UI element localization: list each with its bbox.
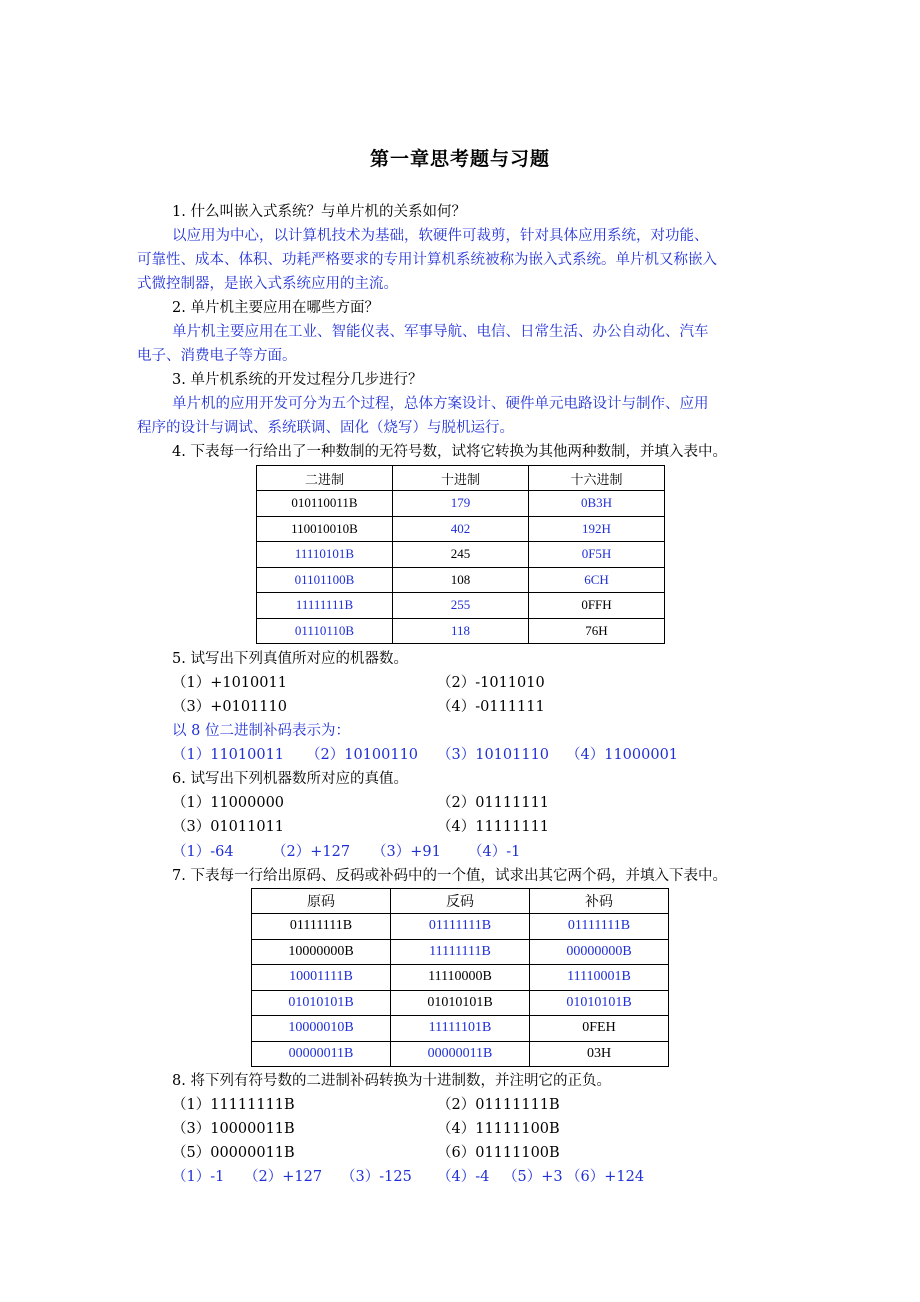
question-2: 2. 单片机主要应用在哪些方面？ — [172, 300, 379, 316]
q8-item-6: （6）01111100B — [437, 1145, 560, 1161]
q7-cell-3-0: 01010101B — [252, 990, 391, 1016]
q6-item-1: （1）11000000 — [172, 795, 285, 811]
q8-answer-6: （6）+124 — [566, 1169, 645, 1185]
number-base-table — [256, 465, 665, 644]
question-5: 5. 试写出下列真值所对应的机器数。 — [172, 651, 408, 667]
table-row — [257, 542, 665, 568]
q4-cell-2-0: 11110101B — [257, 542, 393, 568]
q5-item-3: （3）+0101110 — [172, 699, 287, 715]
q5-answer-1: （1）11010011 — [172, 747, 285, 763]
q7-cell-0-2: 01111111B — [530, 914, 669, 940]
q4-cell-0-0: 010110011B — [257, 491, 393, 517]
question-8: 8. 将下列有符号数的二进制补码转换为十进制数，并注明它的正负。 — [172, 1073, 611, 1089]
answer-2-line-2: 电子、消费电子等方面。 — [137, 348, 297, 364]
table-row — [252, 1041, 669, 1067]
q8-answer-1: （1）-1 — [172, 1169, 225, 1185]
table-row — [257, 567, 665, 593]
q7-cell-2-0: 10001111B — [252, 965, 391, 991]
q7-cell-5-2: 03H — [530, 1041, 669, 1067]
q4-cell-0-2: 0B3H — [529, 491, 665, 517]
q8-item-1: （1）11111111B — [172, 1097, 295, 1113]
q7-cell-1-2: 00000000B — [530, 939, 669, 965]
q7-cell-3-1: 01010101B — [391, 990, 530, 1016]
answer-3-line-2: 程序的设计与调试、系统联调、固化（烧写）与脱机运行。 — [137, 420, 514, 436]
q7-cell-4-1: 11111101B — [391, 1016, 530, 1042]
q8-answer-2: （2）+127 — [244, 1169, 323, 1185]
q7-header-0: 原码 — [252, 889, 391, 914]
answer-1-line-3: 式微控制器，是嵌入式系统应用的主流。 — [137, 276, 398, 292]
answer-1-line-1: 以应用为中心，以计算机技术为基础，软硬件可裁剪，针对具体应用系统，对功能、 — [172, 228, 709, 244]
q5-answer-2: （2）10100110 — [306, 747, 419, 763]
table-row — [252, 965, 669, 991]
q5-item-2: （2）-1011010 — [437, 675, 545, 691]
question-7: 7. 下表每一行给出原码、反码或补码中的一个值，试求出其它两个码，并填入下表中。 — [172, 868, 727, 884]
q4-cell-0-1: 179 — [393, 491, 529, 517]
q8-answer-3: （3）-125 — [341, 1169, 412, 1185]
table-row — [252, 990, 669, 1016]
q4-cell-1-0: 110010010B — [257, 516, 393, 542]
code-conversion-table — [251, 888, 669, 1067]
answer-1-line-2: 可靠性、成本、体积、功耗严格要求的专用计算机系统被称为嵌入式系统。单片机又称嵌入 — [137, 252, 717, 268]
q4-cell-3-0: 01101100B — [257, 567, 393, 593]
page-title: 第一章思考题与习题 — [369, 148, 550, 170]
question-3: 3. 单片机系统的开发过程分几步进行？ — [172, 372, 423, 388]
q4-cell-4-1: 255 — [393, 593, 529, 619]
table-row — [257, 491, 665, 517]
q4-cell-4-0: 11111111B — [257, 593, 393, 619]
q6-answer-1: （1）-64 — [172, 844, 234, 860]
q4-cell-2-1: 245 — [393, 542, 529, 568]
q8-item-3: （3）10000011B — [172, 1121, 295, 1137]
q7-header-2: 补码 — [530, 889, 669, 914]
q7-cell-0-1: 01111111B — [391, 914, 530, 940]
question-1: 1. 什么叫嵌入式系统？与单片机的关系如何？ — [172, 204, 466, 220]
table-row — [257, 618, 665, 644]
table-row — [257, 516, 665, 542]
q6-item-3: （3）01011011 — [172, 819, 285, 835]
question-4: 4. 下表每一行给出了一种数制的无符号数，试将它转换为其他两种数制，并填入表中。 — [172, 444, 727, 460]
question-6: 6. 试写出下列机器数所对应的真值。 — [172, 771, 408, 787]
q4-cell-5-1: 118 — [393, 618, 529, 644]
q4-cell-2-2: 0F5H — [529, 542, 665, 568]
q4-cell-3-1: 108 — [393, 567, 529, 593]
q7-cell-3-2: 01010101B — [530, 990, 669, 1016]
q8-answer-4: （4）-4 — [437, 1169, 490, 1185]
table-row — [252, 1016, 669, 1042]
q4-cell-5-2: 76H — [529, 618, 665, 644]
answer-3-line-1: 单片机的应用开发可分为五个过程，总体方案设计、硬件单元电路设计与制作、应用 — [172, 396, 709, 412]
table-row — [252, 914, 669, 940]
q4-cell-1-1: 402 — [393, 516, 529, 542]
q7-cell-1-0: 10000000B — [252, 939, 391, 965]
q8-item-4: （4）11111100B — [437, 1121, 560, 1137]
q6-answer-3: （3）+91 — [372, 844, 441, 860]
table-row — [257, 593, 665, 619]
q6-item-2: （2）01111111 — [437, 795, 550, 811]
q7-cell-2-1: 11110000B — [391, 965, 530, 991]
q7-cell-4-2: 0FEH — [530, 1016, 669, 1042]
q6-answer-4: （4）-1 — [468, 844, 521, 860]
q8-item-2: （2）01111111B — [437, 1097, 560, 1113]
table-row — [252, 939, 669, 965]
q7-cell-5-0: 00000011B — [252, 1041, 391, 1067]
q4-header-2: 十六进制 — [529, 466, 665, 491]
q4-header-0: 二进制 — [257, 466, 393, 491]
q7-cell-4-0: 10000010B — [252, 1016, 391, 1042]
q4-header-1: 十进制 — [393, 466, 529, 491]
q8-answer-5: （5）+3 — [503, 1169, 563, 1185]
q6-item-4: （4）11111111 — [437, 819, 550, 835]
q4-cell-1-2: 192H — [529, 516, 665, 542]
q7-cell-1-1: 11111111B — [391, 939, 530, 965]
q5-item-1: （1）+1010011 — [172, 675, 287, 691]
answer-2-line-1: 单片机主要应用在工业、智能仪表、军事导航、电信、日常生活、办公自动化、汽车 — [172, 324, 709, 340]
q7-cell-5-1: 00000011B — [391, 1041, 530, 1067]
q5-item-4: （4）-0111111 — [437, 699, 545, 715]
q4-cell-5-0: 01110110B — [257, 618, 393, 644]
q5-answer-3: （3）10101110 — [437, 747, 550, 763]
q7-cell-2-2: 11110001B — [530, 965, 669, 991]
q5-answer-4: （4）11000001 — [566, 747, 679, 763]
q7-header-1: 反码 — [391, 889, 530, 914]
q4-cell-3-2: 6CH — [529, 567, 665, 593]
q6-answer-2: （2）+127 — [272, 844, 351, 860]
q5-answer-intro: 以 8 位二进制补码表示为： — [172, 723, 350, 739]
q7-cell-0-0: 01111111B — [252, 914, 391, 940]
q4-cell-4-2: 0FFH — [529, 593, 665, 619]
q8-item-5: （5）00000011B — [172, 1145, 295, 1161]
